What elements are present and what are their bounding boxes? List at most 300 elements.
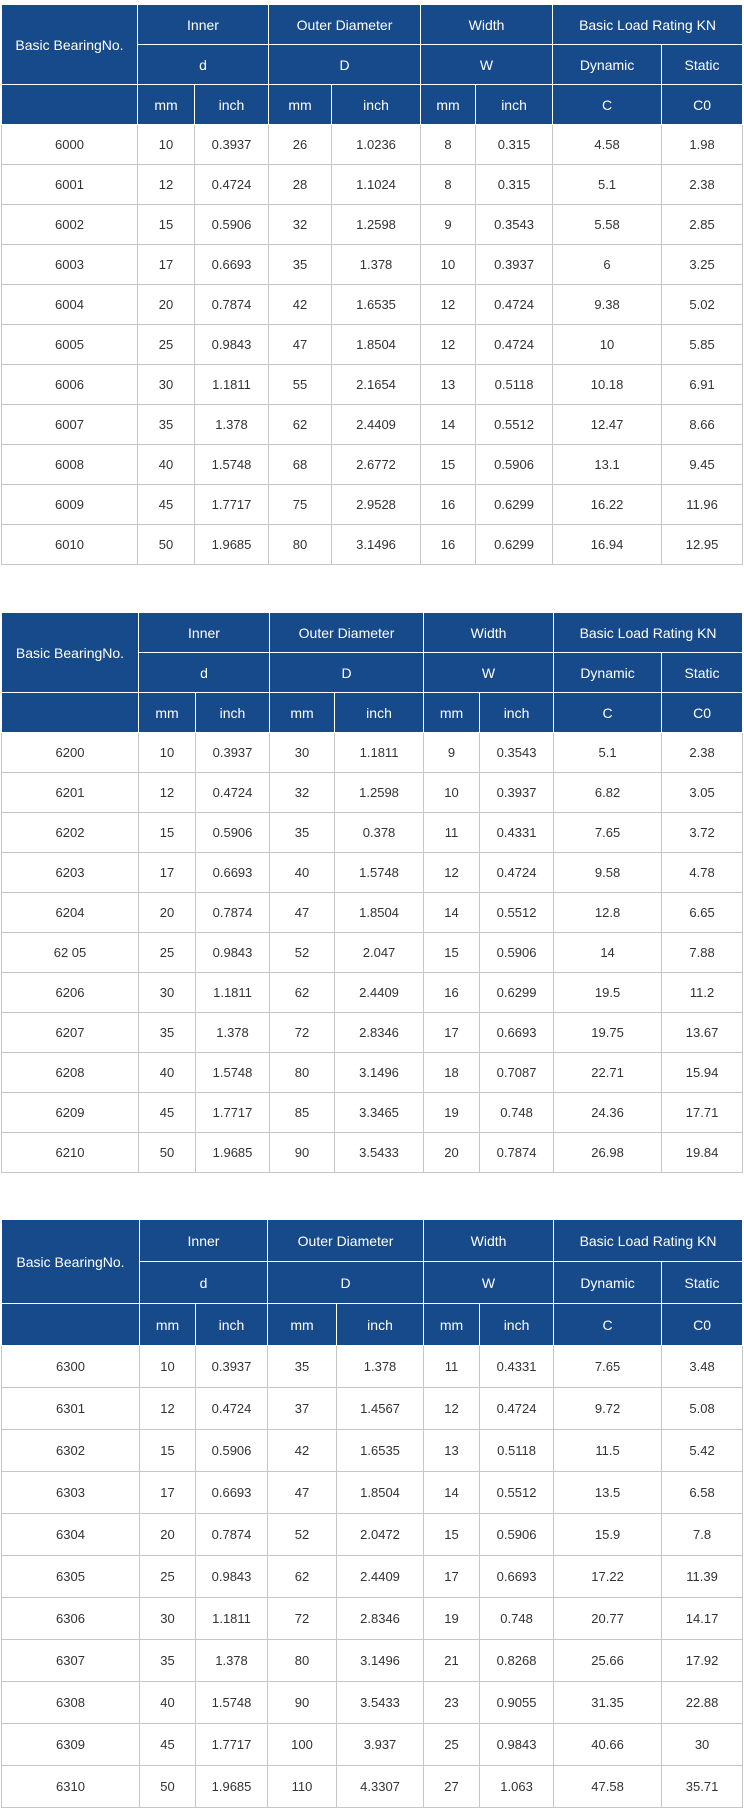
cell-static-c0: 1.98 [662, 125, 743, 165]
table-row [2, 1598, 743, 1640]
cell-outer-mm: 90 [270, 1133, 335, 1173]
cell-inner-inch: 1.7717 [195, 485, 269, 525]
header-mm: mm [424, 693, 480, 733]
cell-width-inch: 1.063 [480, 1766, 554, 1808]
cell-outer-mm: 75 [269, 485, 332, 525]
header-dynamic: Dynamic [554, 1262, 662, 1304]
header-outer-diameter: Outer Diameter [268, 1220, 424, 1262]
cell-static-c0: 11.39 [662, 1556, 743, 1598]
cell-inner-inch: 0.6693 [195, 245, 269, 285]
cell-width-mm: 15 [424, 933, 480, 973]
cell-inner-mm: 25 [139, 933, 196, 973]
cell-inner-mm: 50 [140, 1766, 196, 1808]
cell-outer-inch: 2.8346 [337, 1598, 424, 1640]
header-bearing-no: Basic BearingNo. [2, 1220, 140, 1304]
cell-bearing-no: 6001 [2, 165, 138, 205]
cell-inner-mm: 10 [139, 733, 196, 773]
cell-outer-inch: 1.8504 [335, 893, 424, 933]
cell-width-inch: 0.6299 [476, 525, 553, 565]
table-row [2, 1133, 743, 1173]
cell-inner-inch: 1.5748 [196, 1053, 270, 1093]
cell-width-inch: 0.3937 [476, 245, 553, 285]
table-row [2, 733, 743, 773]
cell-static-c0: 17.92 [662, 1640, 743, 1682]
cell-outer-inch: 1.5748 [335, 853, 424, 893]
cell-width-mm: 12 [424, 1388, 480, 1430]
table-row [2, 1640, 743, 1682]
header-C: C [554, 693, 662, 733]
header-W: W [424, 653, 554, 693]
cell-bearing-no: 6302 [2, 1430, 140, 1472]
cell-inner-inch: 0.9843 [196, 1556, 268, 1598]
cell-bearing-no: 6209 [2, 1093, 139, 1133]
cell-outer-mm: 35 [270, 813, 335, 853]
cell-inner-mm: 35 [140, 1640, 196, 1682]
cell-width-mm: 12 [421, 285, 476, 325]
cell-outer-inch: 3.937 [337, 1724, 424, 1766]
header-d: d [139, 653, 270, 693]
header-mm: mm [138, 85, 195, 125]
cell-static-c0: 5.85 [662, 325, 743, 365]
table-row [2, 1346, 743, 1388]
cell-dynamic-c: 26.98 [554, 1133, 662, 1173]
cell-static-c0: 17.71 [662, 1093, 743, 1133]
table-row [2, 853, 743, 893]
cell-outer-mm: 37 [268, 1388, 337, 1430]
cell-width-inch: 0.4724 [476, 325, 553, 365]
cell-dynamic-c: 11.5 [554, 1430, 662, 1472]
header-inch: inch [332, 85, 421, 125]
cell-inner-inch: 0.9843 [196, 933, 270, 973]
cell-width-mm: 14 [424, 1472, 480, 1514]
cell-outer-inch: 2.1654 [332, 365, 421, 405]
cell-width-mm: 17 [424, 1013, 480, 1053]
cell-inner-mm: 17 [140, 1472, 196, 1514]
cell-static-c0: 12.95 [662, 525, 743, 565]
header-width: Width [424, 1220, 554, 1262]
cell-bearing-no: 6005 [2, 325, 138, 365]
cell-outer-mm: 42 [269, 285, 332, 325]
header-dynamic: Dynamic [553, 45, 662, 85]
header-blank [2, 85, 138, 125]
cell-inner-inch: 1.378 [196, 1013, 270, 1053]
header-d: d [138, 45, 269, 85]
header-width: Width [421, 5, 553, 45]
cell-width-inch: 0.748 [480, 1093, 554, 1133]
bearing-table-63xx [1, 1219, 743, 1808]
cell-width-mm: 13 [421, 365, 476, 405]
cell-inner-mm: 45 [140, 1724, 196, 1766]
cell-static-c0: 35.71 [662, 1766, 743, 1808]
cell-bearing-no: 6210 [2, 1133, 139, 1173]
cell-bearing-no: 6207 [2, 1013, 139, 1053]
cell-dynamic-c: 47.58 [554, 1766, 662, 1808]
cell-static-c0: 11.2 [662, 973, 743, 1013]
cell-width-inch: 0.7087 [480, 1053, 554, 1093]
cell-width-mm: 20 [424, 1133, 480, 1173]
cell-inner-inch: 0.9843 [195, 325, 269, 365]
cell-inner-mm: 45 [139, 1093, 196, 1133]
cell-inner-inch: 1.378 [196, 1640, 268, 1682]
cell-static-c0: 6.91 [662, 365, 743, 405]
header-C: C [553, 85, 662, 125]
cell-inner-inch: 1.5748 [196, 1682, 268, 1724]
cell-outer-mm: 85 [270, 1093, 335, 1133]
cell-inner-mm: 15 [139, 813, 196, 853]
cell-width-mm: 25 [424, 1724, 480, 1766]
cell-static-c0: 5.02 [662, 285, 743, 325]
cell-bearing-no: 6304 [2, 1514, 140, 1556]
table-row [2, 1514, 743, 1556]
cell-inner-inch: 0.4724 [195, 165, 269, 205]
cell-outer-inch: 2.0472 [337, 1514, 424, 1556]
cell-inner-mm: 50 [138, 525, 195, 565]
cell-width-inch: 0.5118 [480, 1430, 554, 1472]
cell-inner-mm: 12 [138, 165, 195, 205]
cell-width-inch: 0.9843 [480, 1724, 554, 1766]
header-mm: mm [424, 1304, 480, 1346]
header-W: W [421, 45, 553, 85]
cell-dynamic-c: 5.1 [553, 165, 662, 205]
header-load-rating: Basic Load Rating KN [553, 5, 743, 45]
cell-outer-mm: 26 [269, 125, 332, 165]
bearing-table-62xx [1, 612, 743, 1173]
cell-width-inch: 0.5512 [480, 1472, 554, 1514]
table-row [2, 125, 743, 165]
cell-outer-mm: 72 [270, 1013, 335, 1053]
cell-static-c0: 6.58 [662, 1472, 743, 1514]
header-mm: mm [139, 693, 196, 733]
cell-inner-mm: 10 [140, 1346, 196, 1388]
header-inch: inch [476, 85, 553, 125]
header-load-rating: Basic Load Rating KN [554, 1220, 743, 1262]
cell-inner-mm: 12 [139, 773, 196, 813]
cell-inner-inch: 0.7874 [196, 893, 270, 933]
header-mm: mm [421, 85, 476, 125]
cell-inner-inch: 0.6693 [196, 1472, 268, 1514]
header-static: Static [662, 45, 743, 85]
cell-width-inch: 0.315 [476, 165, 553, 205]
header-inner: Inner [140, 1220, 268, 1262]
header-D: D [269, 45, 421, 85]
header-inch: inch [196, 693, 270, 733]
cell-outer-inch: 1.8504 [332, 325, 421, 365]
cell-inner-inch: 1.9685 [196, 1766, 268, 1808]
cell-outer-inch: 2.4409 [337, 1556, 424, 1598]
cell-outer-inch: 2.8346 [335, 1013, 424, 1053]
header-mm: mm [140, 1304, 196, 1346]
cell-width-inch: 0.748 [480, 1598, 554, 1640]
header-C0: C0 [662, 1304, 743, 1346]
cell-dynamic-c: 22.71 [554, 1053, 662, 1093]
table-body [2, 125, 743, 565]
cell-width-inch: 0.6299 [480, 973, 554, 1013]
cell-width-inch: 0.4724 [476, 285, 553, 325]
cell-inner-inch: 1.9685 [195, 525, 269, 565]
table-row [2, 1388, 743, 1430]
cell-outer-inch: 2.4409 [332, 405, 421, 445]
cell-outer-inch: 3.5433 [335, 1133, 424, 1173]
cell-width-mm: 12 [421, 325, 476, 365]
cell-static-c0: 2.85 [662, 205, 743, 245]
cell-bearing-no: 6003 [2, 245, 138, 285]
cell-dynamic-c: 9.58 [554, 853, 662, 893]
table-row [2, 445, 743, 485]
cell-bearing-no: 6204 [2, 893, 139, 933]
cell-width-inch: 0.5906 [476, 445, 553, 485]
cell-dynamic-c: 14 [554, 933, 662, 973]
cell-inner-mm: 17 [139, 853, 196, 893]
table-row [2, 365, 743, 405]
cell-outer-mm: 80 [268, 1640, 337, 1682]
header-mm: mm [268, 1304, 337, 1346]
cell-width-mm: 14 [424, 893, 480, 933]
cell-static-c0: 19.84 [662, 1133, 743, 1173]
cell-outer-mm: 28 [269, 165, 332, 205]
cell-width-inch: 0.9055 [480, 1682, 554, 1724]
cell-bearing-no: 6006 [2, 365, 138, 405]
cell-dynamic-c: 7.65 [554, 813, 662, 853]
cell-bearing-no: 6306 [2, 1598, 140, 1640]
cell-width-mm: 16 [421, 525, 476, 565]
cell-static-c0: 13.67 [662, 1013, 743, 1053]
cell-static-c0: 9.45 [662, 445, 743, 485]
cell-width-inch: 0.5906 [480, 1514, 554, 1556]
cell-dynamic-c: 12.8 [554, 893, 662, 933]
cell-inner-inch: 0.5906 [196, 1430, 268, 1472]
cell-static-c0: 6.65 [662, 893, 743, 933]
header-D: D [270, 653, 424, 693]
cell-width-inch: 0.5512 [476, 405, 553, 445]
cell-outer-mm: 52 [270, 933, 335, 973]
header-W: W [424, 1262, 554, 1304]
cell-bearing-no: 6010 [2, 525, 138, 565]
cell-static-c0: 15.94 [662, 1053, 743, 1093]
cell-outer-mm: 42 [268, 1430, 337, 1472]
cell-inner-mm: 25 [138, 325, 195, 365]
cell-bearing-no: 6201 [2, 773, 139, 813]
cell-bearing-no: 6000 [2, 125, 138, 165]
table-row [2, 1053, 743, 1093]
cell-outer-inch: 1.378 [332, 245, 421, 285]
header-width: Width [424, 613, 554, 653]
cell-outer-mm: 40 [270, 853, 335, 893]
cell-width-inch: 0.5906 [480, 933, 554, 973]
cell-dynamic-c: 19.5 [554, 973, 662, 1013]
table-row [2, 205, 743, 245]
cell-inner-mm: 20 [139, 893, 196, 933]
table-header [2, 613, 743, 733]
header-load-rating: Basic Load Rating KN [554, 613, 743, 653]
table-row [2, 1682, 743, 1724]
cell-static-c0: 2.38 [662, 733, 743, 773]
header-inch: inch [196, 1304, 268, 1346]
cell-outer-mm: 32 [270, 773, 335, 813]
cell-outer-mm: 47 [268, 1472, 337, 1514]
cell-width-mm: 19 [424, 1093, 480, 1133]
cell-width-mm: 11 [424, 1346, 480, 1388]
header-inch: inch [337, 1304, 424, 1346]
cell-dynamic-c: 5.58 [553, 205, 662, 245]
cell-width-inch: 0.6299 [476, 485, 553, 525]
cell-static-c0: 3.72 [662, 813, 743, 853]
cell-outer-inch: 1.4567 [337, 1388, 424, 1430]
cell-inner-mm: 45 [138, 485, 195, 525]
cell-outer-inch: 1.6535 [337, 1430, 424, 1472]
cell-bearing-no: 6309 [2, 1724, 140, 1766]
cell-outer-inch: 2.4409 [335, 973, 424, 1013]
cell-width-inch: 0.4724 [480, 853, 554, 893]
cell-static-c0: 8.66 [662, 405, 743, 445]
cell-bearing-no: 6002 [2, 205, 138, 245]
cell-inner-mm: 15 [138, 205, 195, 245]
cell-dynamic-c: 5.1 [554, 733, 662, 773]
cell-width-mm: 16 [424, 973, 480, 1013]
table-row [2, 773, 743, 813]
cell-inner-mm: 15 [140, 1430, 196, 1472]
cell-dynamic-c: 17.22 [554, 1556, 662, 1598]
cell-bearing-no: 6300 [2, 1346, 140, 1388]
cell-outer-mm: 72 [268, 1598, 337, 1640]
table-row [2, 525, 743, 565]
cell-width-mm: 8 [421, 125, 476, 165]
cell-outer-mm: 30 [270, 733, 335, 773]
header-inner: Inner [138, 5, 269, 45]
cell-static-c0: 11.96 [662, 485, 743, 525]
cell-width-mm: 16 [421, 485, 476, 525]
cell-bearing-no: 6308 [2, 1682, 140, 1724]
header-dynamic: Dynamic [554, 653, 662, 693]
table-body [2, 733, 743, 1173]
cell-static-c0: 3.48 [662, 1346, 743, 1388]
table-row [2, 485, 743, 525]
cell-outer-mm: 62 [268, 1556, 337, 1598]
cell-width-mm: 9 [421, 205, 476, 245]
cell-width-inch: 0.4724 [480, 1388, 554, 1430]
cell-width-mm: 19 [424, 1598, 480, 1640]
cell-static-c0: 7.8 [662, 1514, 743, 1556]
cell-inner-mm: 10 [138, 125, 195, 165]
cell-outer-inch: 2.6772 [332, 445, 421, 485]
cell-inner-mm: 40 [140, 1682, 196, 1724]
cell-inner-inch: 0.5906 [196, 813, 270, 853]
header-static: Static [662, 653, 743, 693]
cell-inner-inch: 1.7717 [196, 1093, 270, 1133]
header-blank [2, 1304, 140, 1346]
cell-static-c0: 3.05 [662, 773, 743, 813]
cell-width-mm: 27 [424, 1766, 480, 1808]
cell-inner-inch: 0.3937 [196, 733, 270, 773]
cell-outer-inch: 3.1496 [332, 525, 421, 565]
table-row [2, 325, 743, 365]
cell-dynamic-c: 13.5 [554, 1472, 662, 1514]
cell-bearing-no: 6009 [2, 485, 138, 525]
table-row [2, 1013, 743, 1053]
cell-dynamic-c: 40.66 [554, 1724, 662, 1766]
header-inch: inch [480, 693, 554, 733]
table-row [2, 165, 743, 205]
cell-outer-mm: 90 [268, 1682, 337, 1724]
cell-width-mm: 17 [424, 1556, 480, 1598]
cell-outer-mm: 62 [270, 973, 335, 1013]
cell-width-mm: 10 [424, 773, 480, 813]
cell-dynamic-c: 24.36 [554, 1093, 662, 1133]
cell-inner-inch: 0.3937 [196, 1346, 268, 1388]
header-outer-diameter: Outer Diameter [270, 613, 424, 653]
cell-static-c0: 2.38 [662, 165, 743, 205]
table-body [2, 1346, 743, 1808]
cell-static-c0: 5.08 [662, 1388, 743, 1430]
cell-bearing-no: 6206 [2, 973, 139, 1013]
cell-dynamic-c: 10.18 [553, 365, 662, 405]
cell-dynamic-c: 19.75 [554, 1013, 662, 1053]
cell-width-inch: 0.5512 [480, 893, 554, 933]
cell-inner-inch: 0.5906 [195, 205, 269, 245]
cell-width-mm: 23 [424, 1682, 480, 1724]
cell-width-inch: 0.7874 [480, 1133, 554, 1173]
cell-width-mm: 10 [421, 245, 476, 285]
table-row [2, 933, 743, 973]
table-row [2, 405, 743, 445]
header-d: d [140, 1262, 268, 1304]
cell-outer-inch: 1.0236 [332, 125, 421, 165]
table-row [2, 1472, 743, 1514]
cell-bearing-no: 6301 [2, 1388, 140, 1430]
cell-outer-mm: 80 [270, 1053, 335, 1093]
header-C0: C0 [662, 85, 743, 125]
cell-outer-mm: 35 [268, 1346, 337, 1388]
cell-inner-mm: 50 [139, 1133, 196, 1173]
cell-outer-inch: 1.378 [337, 1346, 424, 1388]
cell-dynamic-c: 4.58 [553, 125, 662, 165]
cell-outer-mm: 68 [269, 445, 332, 485]
cell-outer-mm: 32 [269, 205, 332, 245]
cell-dynamic-c: 16.22 [553, 485, 662, 525]
cell-width-mm: 13 [424, 1430, 480, 1472]
cell-inner-mm: 12 [140, 1388, 196, 1430]
cell-dynamic-c: 31.35 [554, 1682, 662, 1724]
cell-outer-inch: 3.5433 [337, 1682, 424, 1724]
cell-outer-inch: 3.3465 [335, 1093, 424, 1133]
cell-inner-inch: 0.4724 [196, 1388, 268, 1430]
cell-bearing-no: 6202 [2, 813, 139, 853]
cell-inner-inch: 1.9685 [196, 1133, 270, 1173]
cell-bearing-no: 6310 [2, 1766, 140, 1808]
cell-outer-mm: 55 [269, 365, 332, 405]
cell-dynamic-c: 10 [553, 325, 662, 365]
cell-outer-inch: 1.8504 [337, 1472, 424, 1514]
header-blank [2, 693, 139, 733]
cell-inner-mm: 30 [138, 365, 195, 405]
cell-width-inch: 0.315 [476, 125, 553, 165]
cell-outer-mm: 62 [269, 405, 332, 445]
cell-inner-mm: 20 [138, 285, 195, 325]
cell-dynamic-c: 20.77 [554, 1598, 662, 1640]
header-inner: Inner [139, 613, 270, 653]
header-D: D [268, 1262, 424, 1304]
cell-width-inch: 0.8268 [480, 1640, 554, 1682]
cell-width-mm: 9 [424, 733, 480, 773]
cell-inner-mm: 25 [140, 1556, 196, 1598]
cell-dynamic-c: 6.82 [554, 773, 662, 813]
cell-inner-inch: 0.7874 [196, 1514, 268, 1556]
cell-static-c0: 30 [662, 1724, 743, 1766]
cell-width-mm: 15 [421, 445, 476, 485]
cell-width-mm: 8 [421, 165, 476, 205]
cell-outer-inch: 2.9528 [332, 485, 421, 525]
table-row [2, 1556, 743, 1598]
cell-outer-inch: 4.3307 [337, 1766, 424, 1808]
